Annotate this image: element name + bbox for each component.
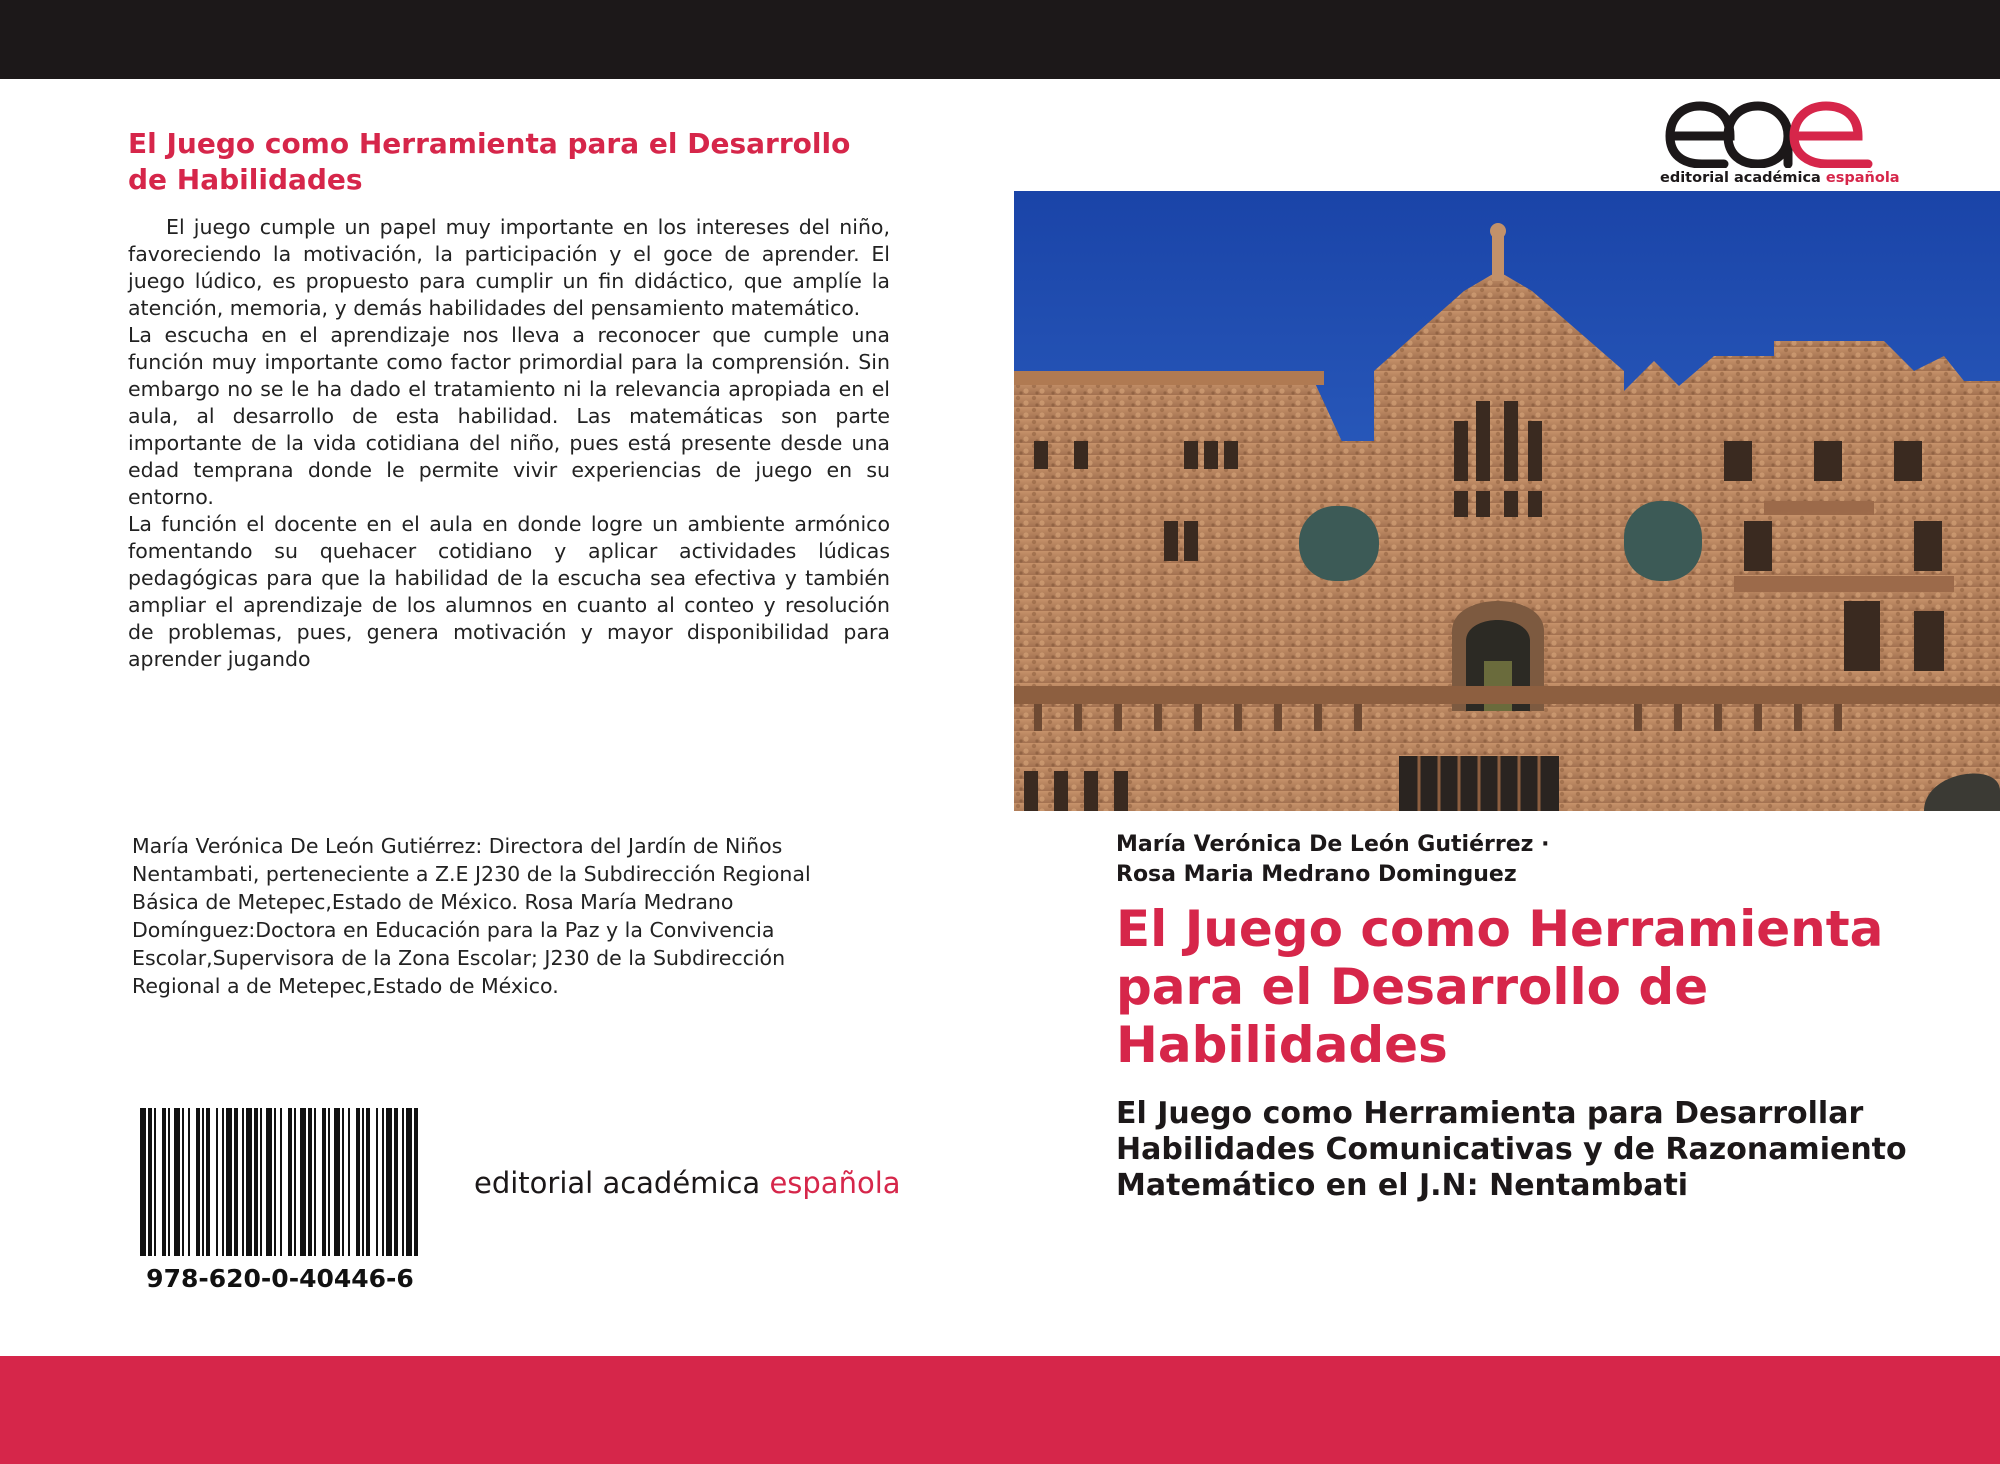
back-cover-blurb	[128, 214, 890, 673]
barcode-bar	[222, 1108, 224, 1256]
barcode-bar	[140, 1108, 146, 1256]
barcode-bar	[394, 1108, 398, 1256]
barcode-bar	[196, 1108, 200, 1256]
publisher-name-part2: española	[769, 1166, 901, 1200]
publisher-name	[474, 1166, 901, 1200]
barcode-bar	[234, 1108, 238, 1256]
building-photo-icon	[1014, 191, 2000, 811]
barcode-bar	[362, 1108, 364, 1256]
barcode-bar	[322, 1108, 326, 1256]
barcode-bar	[226, 1108, 232, 1256]
barcode-bar	[242, 1108, 244, 1256]
back-cover-title: El Juego como Herramienta para el Desarrollo de Habilidades	[128, 127, 851, 196]
logo-text	[1660, 170, 1900, 186]
barcode-bar	[246, 1108, 252, 1256]
bottom-bar	[0, 1356, 2000, 1464]
barcode-bar	[348, 1108, 350, 1256]
author-name: María Verónica De León Gutiérrez ·	[1116, 832, 1550, 857]
barcode-bar	[314, 1108, 316, 1256]
barcode-bar	[328, 1108, 330, 1256]
barcode-bars	[136, 1108, 424, 1256]
barcode-bar	[406, 1108, 412, 1256]
barcode-bar	[342, 1108, 344, 1256]
blurb-paragraph: La escucha en el aprendizaje nos lleva a reconocer que cumple una función muy importante como factor primordial para la comprensión. Sin embargo no se le ha dado el tratamiento ni la relevancia apropiada en el aula, al desarrollo de esta habilidad. Las matemáticas son parte importante de la vida cotidiana del niño, pues está presente desde una edad temprana donde le permite vivir experiencias de juego en su entorno.	[128, 323, 890, 509]
barcode-bar	[274, 1108, 276, 1256]
barcode-bar	[288, 1108, 292, 1256]
barcode-bar	[260, 1108, 262, 1256]
barcode-bar	[168, 1108, 170, 1256]
eae-logo-icon	[1660, 96, 1880, 168]
barcode-bar	[154, 1108, 156, 1256]
cover-photo	[1014, 191, 2000, 811]
barcode-bar	[202, 1108, 204, 1256]
barcode-bar	[148, 1108, 152, 1256]
barcode-bar	[382, 1108, 384, 1256]
barcode-bar	[162, 1108, 166, 1256]
author-bio: María Verónica De León Gutiérrez: Directora del Jardín de Niños Nentambati, perteneciente a Z.E J230 de la Subdirección Regional Básica de Metepec,Estado de México. Rosa María Medrano Domínguez:Doctora en Educación para la Paz y la Convivencia Escolar,Supervisora de la Zona Escolar; J230 de la Subdirección Regional a de Metepec,Estado de México.	[132, 834, 811, 998]
logo-text-part1: editorial académica	[1660, 170, 1821, 186]
barcode-bar	[266, 1108, 272, 1256]
author-name: Rosa Maria Medrano Dominguez	[1116, 862, 1517, 887]
barcode-bar	[182, 1108, 184, 1256]
publisher-name-part1: editorial académica	[474, 1166, 761, 1200]
top-bar	[0, 0, 2000, 79]
barcode-bar	[376, 1108, 378, 1256]
barcode-bar	[254, 1108, 258, 1256]
barcode-bar	[402, 1108, 404, 1256]
publisher-logo	[1660, 96, 1900, 191]
barcode-bar	[280, 1108, 282, 1256]
logo-text-part2: española	[1825, 170, 1900, 186]
barcode-bar	[174, 1108, 180, 1256]
blurb-paragraph: El juego cumple un papel muy importante en los intereses del niño, favoreciendo la motivación, la participación y el goce de aprender. El juego lúdico, es propuesto para cumplir un fin didáctico, que amplíe la atención, memoria, y demás habilidades del pensamiento matemático.	[128, 215, 890, 320]
barcode-bar	[188, 1108, 190, 1256]
front-cover-subtitle: El Juego como Herramienta para Desarrollar Habilidades Comunicativas y de Razonamiento Matemático en el J.N: Nentambati	[1116, 1096, 1907, 1203]
isbn-number: 978-620-0-40446-6	[146, 1264, 414, 1293]
barcode-bar	[206, 1108, 210, 1256]
barcode-bar	[308, 1108, 312, 1256]
blurb-paragraph: La función el docente en el aula en donde logre un ambiente armónico fomentando su quehacer cotidiano y aplicar actividades lúdicas pedagógicas para que la habilidad de la escucha sea efectiva y también ampliar el aprendizaje de los alumnos en cuanto al conteo y resolución de problemas, pues, genera motivación y mayor disponibilidad para aprender jugando	[128, 512, 890, 671]
barcode-bar	[386, 1108, 392, 1256]
barcode-bar	[216, 1108, 218, 1256]
barcode-bar	[356, 1108, 360, 1256]
barcode-bar	[334, 1108, 340, 1256]
barcode-bar	[300, 1108, 306, 1256]
barcode-bar	[366, 1108, 370, 1256]
barcode	[136, 1108, 424, 1293]
front-cover-title: El Juego como Herramienta para el Desarrollo de Habilidades	[1116, 900, 1884, 1074]
barcode-bar	[414, 1108, 418, 1256]
barcode-bar	[294, 1108, 296, 1256]
front-authors	[1116, 830, 1976, 890]
